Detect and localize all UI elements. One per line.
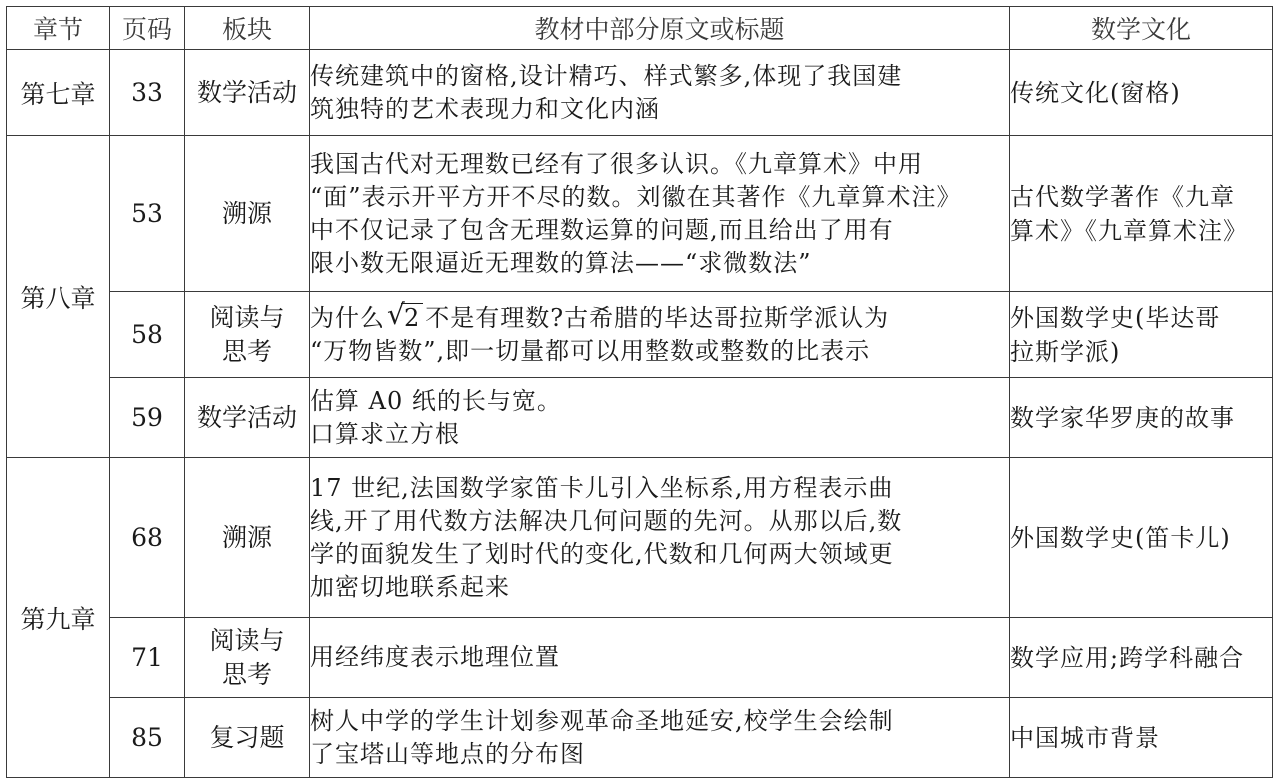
header-content: 教材中部分原文或标题 <box>310 7 1010 50</box>
chapter-cell: 第八章 <box>7 136 110 458</box>
content-cell <box>310 292 1010 378</box>
content-line: 线,开了用代数方法解决几何问题的先河。从那以后,数 <box>310 506 903 535</box>
section-cell <box>185 292 310 378</box>
culture-line: 数学家华罗庚的故事 <box>1010 403 1235 432</box>
header-culture: 数学文化 <box>1010 7 1273 50</box>
section-line: 复习题 <box>209 722 285 752</box>
table-row <box>7 698 1273 778</box>
culture-line: 外国数学史(笛卡儿) <box>1010 523 1231 552</box>
culture-line: 外国数学史(毕达哥 <box>1010 303 1221 332</box>
content-line: 传统建筑中的窗格,设计精巧、样式繁多,体现了我国建 <box>310 61 903 90</box>
section-line: 思考 <box>221 659 272 689</box>
section-cell <box>185 378 310 458</box>
culture-line: 古代数学著作《九章 <box>1010 182 1235 211</box>
table-row <box>7 458 1273 618</box>
content-line: “万物皆数”,即一切量都可以用整数或整数的比表示 <box>310 336 871 365</box>
content-cell <box>310 698 1010 778</box>
content-cell <box>310 618 1010 698</box>
culture-cell <box>1010 292 1273 378</box>
chapter-cell: 第九章 <box>7 458 110 778</box>
page-cell: 53 <box>110 136 185 292</box>
culture-cell <box>1010 698 1273 778</box>
header-section: 板块 <box>185 7 310 50</box>
section-line: 溯源 <box>221 198 272 228</box>
content-line: 树人中学的学生计划参观革命圣地延安,校学生会绘制 <box>310 706 894 735</box>
table-row <box>7 292 1273 378</box>
culture-line: 传统文化(窗格) <box>1010 78 1181 107</box>
section-line: 阅读与 <box>209 625 285 655</box>
content-line: “面”表示开平方开不尽的数。刘徽在其著作《九章算术注》 <box>310 182 962 211</box>
page-cell: 59 <box>110 378 185 458</box>
section-line: 思考 <box>221 336 272 366</box>
content-line: 了宝塔山等地点的分布图 <box>310 739 585 768</box>
page-cell: 33 <box>110 50 185 136</box>
section-cell <box>185 50 310 136</box>
table-row <box>7 50 1273 136</box>
page-cell: 85 <box>110 698 185 778</box>
table-row <box>7 378 1273 458</box>
section-line: 数学活动 <box>196 77 297 107</box>
content-text: 不是有理数?古希腊的毕达哥拉斯学派认为 <box>425 303 890 332</box>
section-cell <box>185 698 310 778</box>
radical-sign-icon: √ <box>387 297 406 331</box>
header-chapter: 章节 <box>7 7 110 50</box>
content-cell <box>310 458 1010 618</box>
page-cell: 68 <box>110 458 185 618</box>
content-line: 17 世纪,法国数学家笛卡儿引入坐标系,用方程表示曲 <box>310 473 894 502</box>
table-row <box>7 618 1273 698</box>
table-row <box>7 136 1273 292</box>
culture-cell <box>1010 618 1273 698</box>
content-cell <box>310 378 1010 458</box>
culture-line: 算术》《九章算术注》 <box>1010 216 1248 245</box>
content-line: 口算求立方根 <box>310 419 460 448</box>
content-line: 加密切地联系起来 <box>310 572 510 601</box>
section-cell <box>185 458 310 618</box>
content-line: 估算 A0 纸的长与宽。 <box>310 386 562 415</box>
culture-cell <box>1010 458 1273 618</box>
square-root-symbol <box>387 297 423 335</box>
page-cell: 58 <box>110 292 185 378</box>
radicand: 2 <box>401 303 423 332</box>
culture-cell <box>1010 378 1273 458</box>
culture-cell <box>1010 50 1273 136</box>
culture-cell <box>1010 136 1273 292</box>
section-cell <box>185 136 310 292</box>
content-line: 筑独特的艺术表现力和文化内涵 <box>310 94 660 123</box>
page-cell: 71 <box>110 618 185 698</box>
content-line: 中不仅记录了包含无理数运算的问题,而且给出了用有 <box>310 215 894 244</box>
section-line: 阅读与 <box>209 302 285 332</box>
content-line: 限小数无限逼近无理数的算法——“求微数法” <box>310 248 812 277</box>
content-line <box>310 297 1009 335</box>
content-line: 用经纬度表示地理位置 <box>310 643 560 671</box>
textbook-table <box>6 6 1273 778</box>
content-cell <box>310 50 1010 136</box>
chapter-cell: 第七章 <box>7 50 110 136</box>
content-cell <box>310 136 1010 292</box>
content-line: 我国古代对无理数已经有了很多认识。《九章算术》中用 <box>310 149 923 178</box>
culture-line: 数学应用;跨学科融合 <box>1010 643 1245 672</box>
culture-line: 拉斯学派) <box>1010 337 1121 366</box>
section-line: 数学活动 <box>196 402 297 432</box>
section-cell <box>185 618 310 698</box>
content-line: 学的面貌发生了划时代的变化,代数和几何两大领域更 <box>310 539 894 568</box>
culture-line: 中国城市背景 <box>1010 723 1160 752</box>
section-line: 溯源 <box>221 522 272 552</box>
header-page: 页码 <box>110 7 185 50</box>
content-text: 为什么 <box>310 303 385 332</box>
header-row <box>7 7 1273 50</box>
